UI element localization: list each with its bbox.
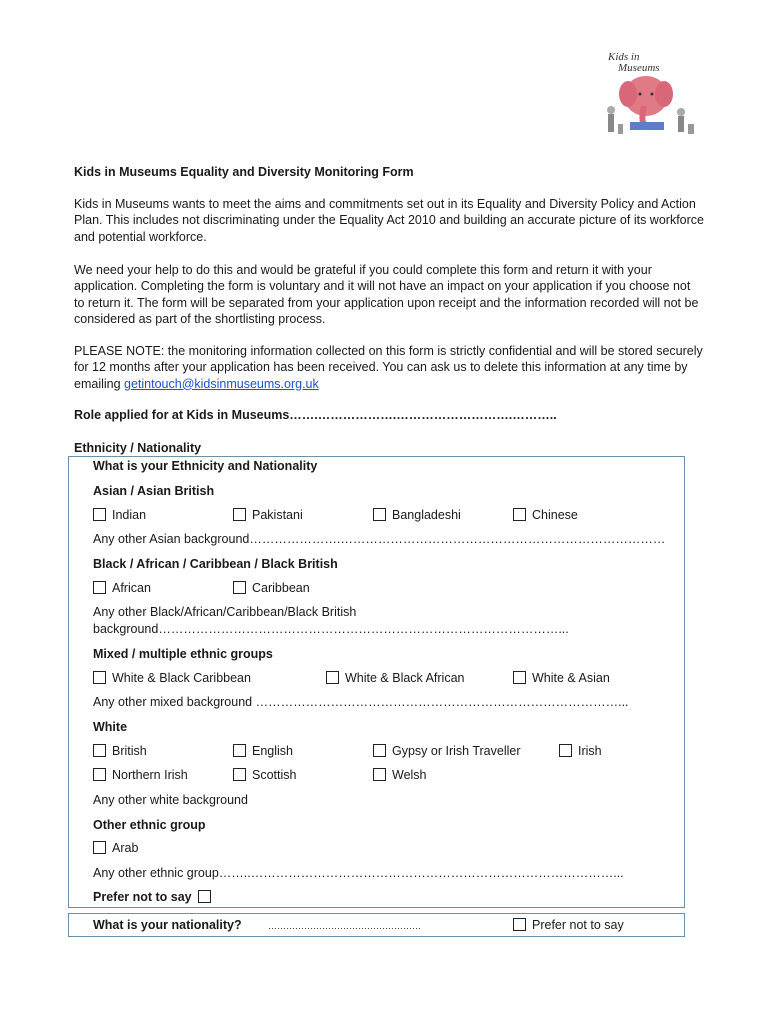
checkbox[interactable] [93, 744, 106, 757]
option-label: Scottish [252, 768, 297, 782]
option-chinese[interactable] [513, 508, 578, 522]
option-irish[interactable] [559, 744, 602, 758]
option-label: Indian [112, 508, 147, 522]
checkbox[interactable] [373, 508, 386, 521]
option-label: African [112, 581, 151, 595]
checkbox[interactable] [93, 671, 106, 684]
checkbox[interactable] [233, 768, 246, 781]
section-title: Ethnicity / Nationality [74, 441, 202, 455]
option-arab[interactable] [93, 841, 138, 855]
nationality-question: What is your nationality? [93, 918, 242, 932]
checkbox[interactable] [198, 890, 211, 903]
other-ethnic-field[interactable]: Any other ethnic group……..……………………………………………………………………………... [93, 866, 624, 880]
checkbox[interactable] [233, 581, 246, 594]
checkbox[interactable] [326, 671, 339, 684]
asian-heading: Asian / Asian British [93, 484, 215, 498]
option-label: English [252, 744, 293, 758]
logo-text-line1: Kids in [608, 51, 640, 63]
note-paragraph [74, 343, 704, 392]
help-paragraph: We need your help to do this and would be grateful if you could complete this form and return it with your application. Completing the form is voluntary and it will not have an impact on your application if you choose not to return it. The form will be separated from your application upon receipt and the information recorded will not be considered as part of the shortlisting process. [74, 263, 699, 326]
checkbox[interactable] [233, 744, 246, 757]
option-bangladeshi[interactable] [373, 508, 461, 522]
option-white-asian[interactable] [513, 671, 610, 685]
option-british[interactable] [93, 744, 147, 758]
option-label: Pakistani [252, 508, 303, 522]
option-label: Northern Irish [112, 768, 188, 782]
intro-paragraph: Kids in Museums wants to meet the aims and commitments set out in its Equality and Diversity Policy and Action Plan. This includes not discriminating under the Equality Act 2010 and building an accurate picture of its workforce and potential workforce. [74, 197, 704, 244]
asian-other-field[interactable]: Any other Asian background………………….…………………………………………………………………… [93, 532, 666, 546]
option-white-black-african[interactable] [326, 671, 465, 685]
option-welsh[interactable] [373, 768, 427, 782]
checkbox[interactable] [93, 841, 106, 854]
mixed-heading: Mixed / multiple ethnic groups [93, 647, 273, 661]
option-label: White & Black African [345, 671, 465, 685]
checkbox[interactable] [93, 581, 106, 594]
option-indian[interactable] [93, 508, 146, 522]
option-label: British [112, 744, 147, 758]
option-label: White & Black Caribbean [112, 671, 251, 685]
checkbox[interactable] [513, 671, 526, 684]
role-applied-field[interactable]: Role applied for at Kids in Museums…….……………….……………………….……….. [74, 408, 557, 422]
checkbox[interactable] [93, 768, 106, 781]
option-label: Arab [112, 841, 139, 855]
checkbox[interactable] [233, 508, 246, 521]
black-other-field[interactable]: background……………………………………………………………………………………... [93, 622, 569, 636]
checkbox[interactable] [93, 508, 106, 521]
logo-text-line2: Museums [618, 62, 660, 74]
ethnicity-question: What is your Ethnicity and Nationality [93, 459, 318, 473]
option-label: Caribbean [252, 581, 310, 595]
prefer-not-to-say-ethnicity[interactable] [93, 890, 217, 904]
white-heading: White [93, 720, 128, 734]
option-label: Gypsy or Irish Traveller [392, 744, 521, 758]
option-label: White & Asian [532, 671, 610, 685]
note-text: PLEASE NOTE: the monitoring information collected on this form is strictly confidential and will be stored securely for 12 months after your application has been received. You can ask us to delete this information at any time by emailing [74, 344, 703, 391]
elephant-logo-icon [600, 44, 700, 140]
option-english[interactable] [233, 744, 293, 758]
nationality-field[interactable]: …………………………………………… [268, 921, 421, 931]
kids-in-museums-logo [600, 44, 700, 140]
option-label: Prefer not to say [532, 918, 624, 932]
option-label: Chinese [532, 508, 578, 522]
white-other-field[interactable]: Any other white background [93, 793, 248, 807]
checkbox[interactable] [373, 744, 386, 757]
option-pakistani[interactable] [233, 508, 303, 522]
option-gypsy-irish-traveller[interactable] [373, 744, 521, 758]
prefer-not-to-say-nationality[interactable] [513, 918, 624, 932]
option-label: Irish [578, 744, 602, 758]
option-northern-irish[interactable] [93, 768, 188, 782]
option-caribbean[interactable] [233, 581, 310, 595]
option-scottish[interactable] [233, 768, 296, 782]
checkbox[interactable] [559, 744, 572, 757]
black-other-label: Any other Black/African/Caribbean/Black British [93, 605, 357, 619]
email-link[interactable]: getintouch@kidsinmuseums.org.uk [124, 376, 319, 391]
option-label: Prefer not to say [93, 890, 192, 904]
option-white-black-caribbean[interactable] [93, 671, 251, 685]
other-heading: Other ethnic group [93, 818, 206, 832]
checkbox[interactable] [513, 508, 526, 521]
checkbox[interactable] [373, 768, 386, 781]
checkbox[interactable] [513, 918, 526, 931]
option-african[interactable] [93, 581, 151, 595]
option-label: Bangladeshi [392, 508, 461, 522]
form-title: Kids in Museums Equality and Diversity Monitoring Form [74, 165, 414, 179]
option-label: Welsh [392, 768, 427, 782]
mixed-other-field[interactable]: Any other mixed background ……………………………………………………………………………... [93, 695, 629, 709]
black-heading: Black / African / Caribbean / Black British [93, 557, 338, 571]
